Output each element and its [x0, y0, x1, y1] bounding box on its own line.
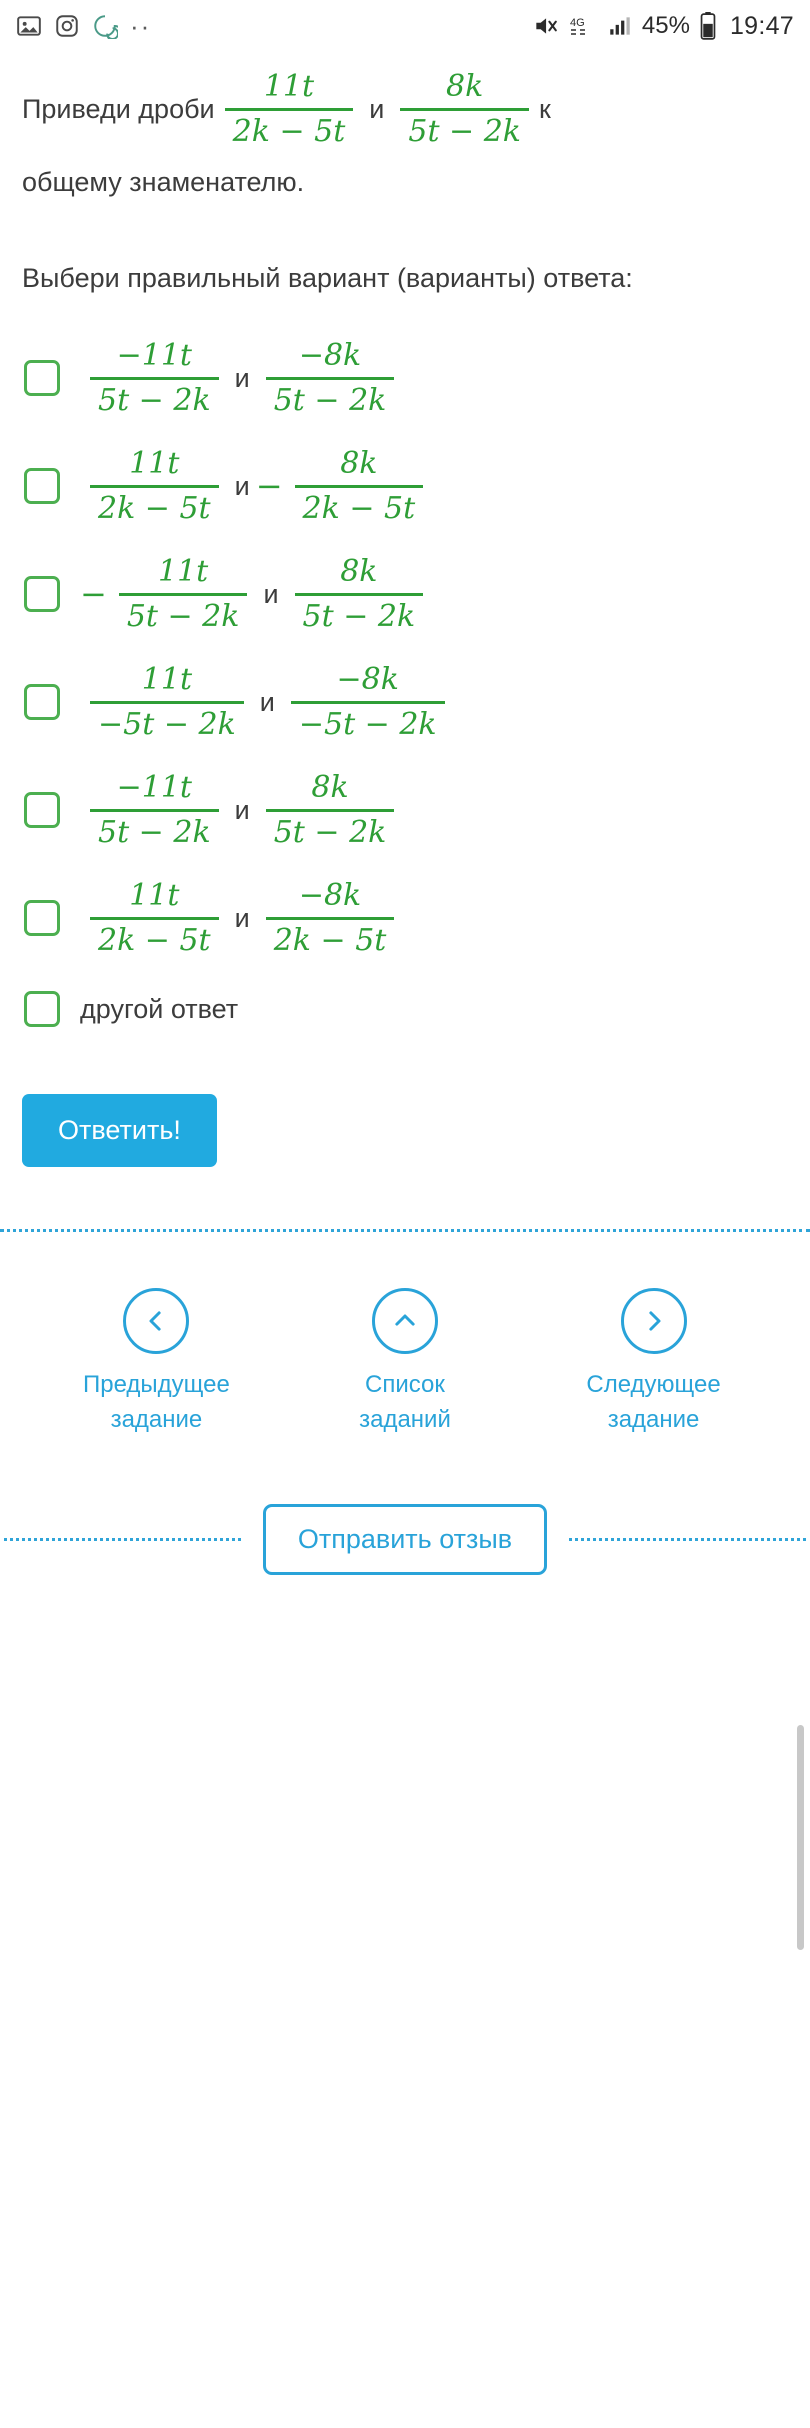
- fraction-numerator: 11t: [263, 69, 315, 104]
- fraction-denominator: 5t − 2k: [408, 113, 521, 149]
- fraction-numerator: −11t: [116, 338, 192, 374]
- fraction-numerator: −8k: [298, 338, 362, 374]
- option-row-4[interactable]: [22, 648, 788, 756]
- option-content-2: [80, 443, 433, 529]
- send-feedback-button[interactable]: Отправить отзыв: [263, 1504, 547, 1575]
- question-fraction-1: [225, 66, 354, 152]
- option-content-5: [80, 767, 404, 853]
- option-5-fraction-left: [90, 767, 219, 853]
- nav-list-line1: Список: [365, 1371, 445, 1399]
- nav-previous-line2: задание: [110, 1406, 203, 1434]
- nav-list-line2: заданий: [359, 1406, 451, 1434]
- answer-button-wrap: [0, 1094, 810, 1167]
- option-content-7: [80, 994, 238, 1025]
- fraction-numerator: 8k: [340, 554, 378, 590]
- fraction-denominator: 2k − 5t: [98, 922, 211, 958]
- fraction-denominator: 5t − 2k: [98, 382, 211, 418]
- option-content-3: [80, 551, 433, 637]
- fraction-numerator: 8k: [446, 69, 484, 104]
- option-1-fraction-left: [90, 335, 219, 421]
- fraction-denominator: 5t − 2k: [302, 598, 416, 634]
- option-7-label: другой ответ: [80, 993, 239, 1024]
- 4g-icon: [568, 13, 598, 39]
- option-row-1[interactable]: [22, 324, 788, 432]
- fraction-numerator: −8k: [298, 878, 362, 914]
- option-3-conjunction: и: [263, 578, 279, 609]
- fraction-denominator: 2k − 5t: [273, 922, 387, 958]
- divider-right: [569, 1538, 806, 1541]
- fraction-numerator: 8k: [311, 770, 349, 806]
- instagram-icon: [54, 13, 80, 39]
- fraction-numerator: −8k: [336, 662, 399, 698]
- question-fraction-2: [400, 66, 529, 152]
- svg-text:4G: 4G: [569, 17, 585, 29]
- option-3-minus-sign: −: [80, 575, 107, 614]
- question-conjunction: и: [369, 93, 385, 124]
- fraction-numerator: 11t: [129, 446, 180, 482]
- mute-icon: [531, 13, 559, 39]
- fraction-denominator: 5t − 2k: [98, 814, 211, 850]
- status-bar-right: [531, 12, 794, 41]
- option-row-6[interactable]: [22, 864, 788, 972]
- option-5-fraction-right: [266, 767, 395, 853]
- spiral-icon: [92, 13, 118, 39]
- fraction-denominator: 5t − 2k: [126, 598, 240, 634]
- option-1-conjunction: и: [234, 362, 250, 393]
- chevron-left-icon: [123, 1288, 189, 1354]
- fraction-denominator: 5t − 2k: [273, 382, 387, 418]
- option-checkbox-4[interactable]: [24, 684, 60, 720]
- fraction-denominator: −5t − 2k: [98, 706, 236, 742]
- nav-next-line2: задание: [607, 1406, 700, 1434]
- fraction-denominator: −5t − 2k: [298, 706, 437, 742]
- option-row-5[interactable]: [22, 756, 788, 864]
- option-4-fraction-left: [90, 659, 244, 745]
- options-list: [22, 324, 788, 1046]
- option-checkbox-2[interactable]: [24, 468, 60, 504]
- feedback-row: [0, 1504, 810, 1575]
- battery-percent: 45%: [641, 12, 690, 39]
- fraction-numerator: 8k: [340, 446, 378, 482]
- fraction-numerator: 11t: [158, 554, 209, 590]
- option-4-fraction-right: [291, 659, 445, 745]
- status-bar-left: [16, 13, 151, 39]
- option-2-minus-sign: −: [255, 467, 283, 506]
- fraction-numerator: 11t: [141, 662, 192, 698]
- image-icon: [16, 13, 42, 39]
- option-6-conjunction: и: [234, 902, 250, 933]
- option-checkbox-7[interactable]: [24, 991, 60, 1027]
- option-row-3[interactable]: [22, 540, 788, 648]
- fraction-numerator: −11t: [116, 770, 192, 806]
- chevron-right-icon: [621, 1288, 687, 1354]
- instruction-text: Выбери правильный вариант (варианты) ответа:: [22, 262, 633, 293]
- fraction-denominator: 2k − 5t: [232, 113, 346, 149]
- fraction-denominator: 5t − 2k: [273, 814, 387, 850]
- option-3-fraction-right: [295, 551, 424, 637]
- clock-time: 19:47: [729, 11, 794, 40]
- option-1-fraction-right: [266, 335, 395, 421]
- scrollbar[interactable]: [797, 1725, 804, 1950]
- option-content-6: [80, 875, 404, 961]
- main-content: [0, 66, 810, 1046]
- option-2-conjunction: и: [234, 470, 250, 501]
- divider-left: [4, 1538, 241, 1541]
- nav-next-line1: Следующее: [586, 1371, 721, 1399]
- navigation-bar: [0, 1232, 810, 1438]
- question-tail-1: к: [538, 93, 551, 124]
- question-lead: Приведи дроби: [22, 93, 215, 124]
- nav-previous-line1: Предыдущее: [83, 1371, 230, 1399]
- status-bar: [0, 0, 810, 52]
- nav-next-label: [586, 1368, 720, 1438]
- option-2-fraction-left: [90, 443, 219, 529]
- option-checkbox-6[interactable]: [24, 900, 60, 936]
- chevron-up-icon: [372, 1288, 438, 1354]
- battery-icon: [699, 12, 717, 40]
- option-row-2[interactable]: [22, 432, 788, 540]
- option-content-1: [80, 335, 404, 421]
- option-checkbox-3[interactable]: [24, 576, 60, 612]
- option-content-4: [80, 659, 455, 745]
- nav-task-list[interactable]: [283, 1288, 528, 1438]
- fraction-denominator: 2k − 5t: [302, 490, 416, 526]
- option-checkbox-5[interactable]: [24, 792, 60, 828]
- question-tail-2: общему знаменателю.: [22, 167, 305, 197]
- more-dots-icon: ··: [130, 11, 152, 41]
- nav-next-task[interactable]: [531, 1288, 776, 1438]
- signal-icon: [607, 13, 633, 39]
- option-6-fraction-left: [90, 875, 219, 961]
- answer-button[interactable]: Ответить!: [22, 1094, 217, 1167]
- nav-list-label: [359, 1368, 451, 1438]
- option-checkbox-1[interactable]: [24, 360, 60, 396]
- option-2-fraction-right: [295, 443, 424, 529]
- option-3-fraction-left: [119, 551, 248, 637]
- option-6-fraction-right: [266, 875, 395, 961]
- option-4-conjunction: и: [259, 686, 275, 717]
- question-prompt: [22, 66, 788, 152]
- fraction-numerator: 11t: [129, 878, 180, 914]
- nav-previous-task[interactable]: [34, 1288, 279, 1438]
- fraction-denominator: 2k − 5t: [98, 490, 211, 526]
- nav-previous-label: [83, 1368, 230, 1438]
- option-5-conjunction: и: [234, 794, 250, 825]
- option-row-7[interactable]: [22, 972, 788, 1046]
